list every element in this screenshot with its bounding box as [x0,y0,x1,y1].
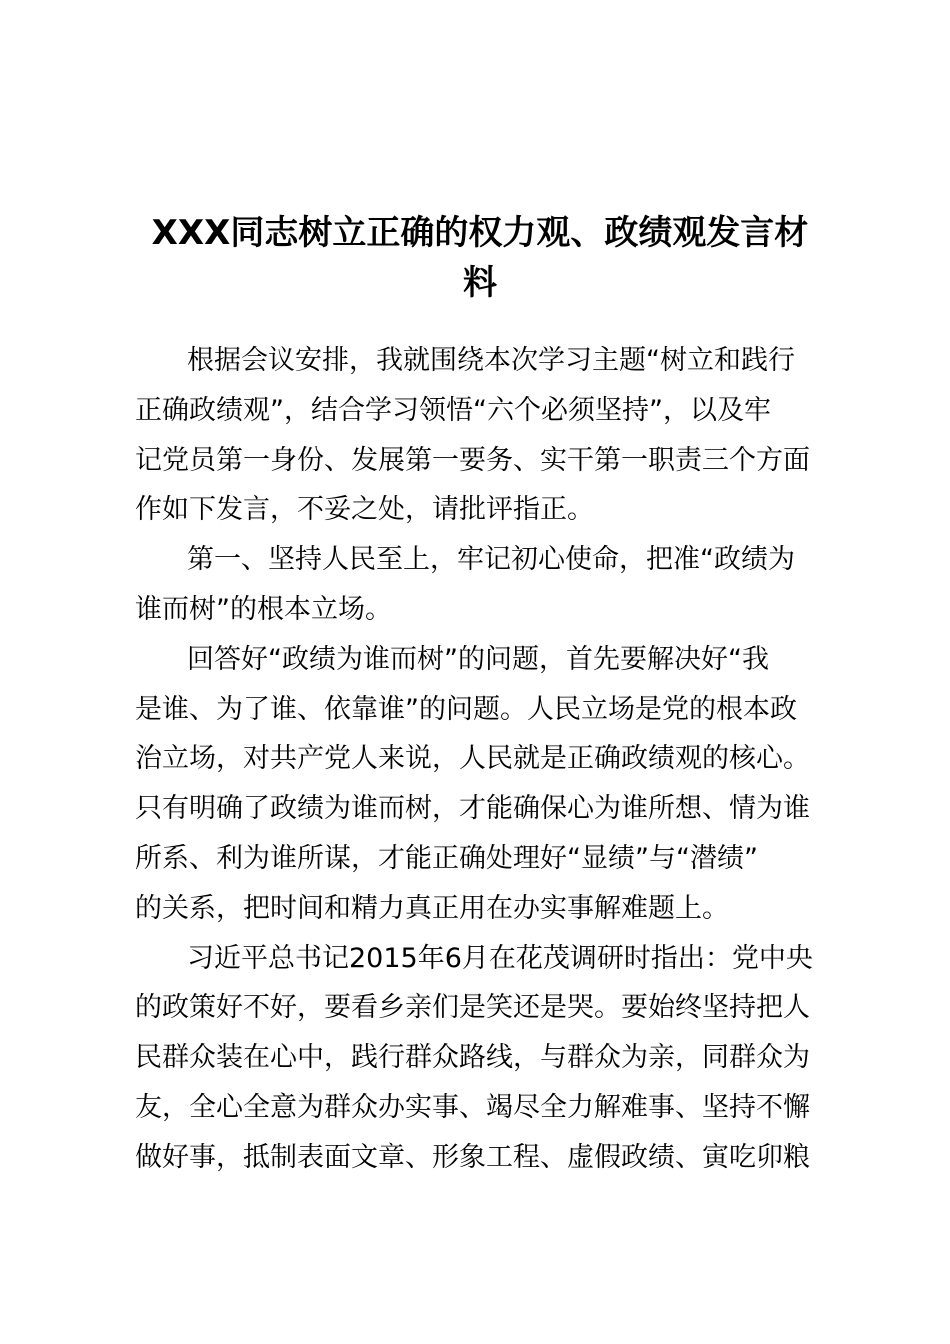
paragraph-line: 根据会议安排，我就围绕本次学习主题“树立和践行 [187,345,795,376]
title-line-2: 料 [463,263,497,303]
paragraph-line: 正确政绩观”，结合学习领悟“六个必须坚持”，以及牢 [135,394,771,426]
title-line-1: XXX同志树立正确的权力观、政绩观发言材 [151,213,809,253]
paragraph-line: 所系、利为谁所谋，才能正确处理好“显绩”与“潜绩” [135,842,758,874]
section-heading-line: 第一、坚持人民至上，牢记初心使命，把准“政绩为 [187,544,795,576]
paragraph-line: 做好事，抵制表面文章、形象工程、虚假政绩、寅吃卯粮 [135,1141,810,1173]
paragraph-line: 治立场，对共产党人来说，人民就是正确政绩观的核心。 [135,743,810,775]
paragraph-line: 的政策好不好，要看乡亲们是笑还是哭。要始终坚持把人 [135,992,810,1024]
paragraph-line: 作如下发言，不妥之处，请批评指正。 [135,494,594,526]
paragraph-line: 民群众装在心中，践行群众路线，与群众为亲，同群众为 [135,1042,810,1074]
paragraph-line: 友，全心全意为群众办实事、竭尽全力解难事、坚持不懈 [135,1091,810,1123]
paragraph-line: 记党员第一身份、发展第一要务、实干第一职责三个方面 [135,444,810,476]
paragraph-line: 是谁、为了谁、依靠谁”的问题。人民立场是党的根本政 [135,693,797,725]
paragraph-line: 只有明确了政绩为谁而树，才能确保心为谁所想、情为谁 [135,793,810,825]
paragraph-line: 习近平总书记2015年6月在花茂调研时指出：党中央 [187,942,813,974]
paragraph-line: 回答好“政绩为谁而树”的问题，首先要解决好“我 [187,643,769,675]
paragraph-line: 的关系，把时间和精力真正用在办实事解难题上。 [135,892,729,924]
document-title [120,208,840,308]
section-heading-line: 谁而树”的根本立场。 [135,593,392,625]
document-body [135,336,835,1183]
